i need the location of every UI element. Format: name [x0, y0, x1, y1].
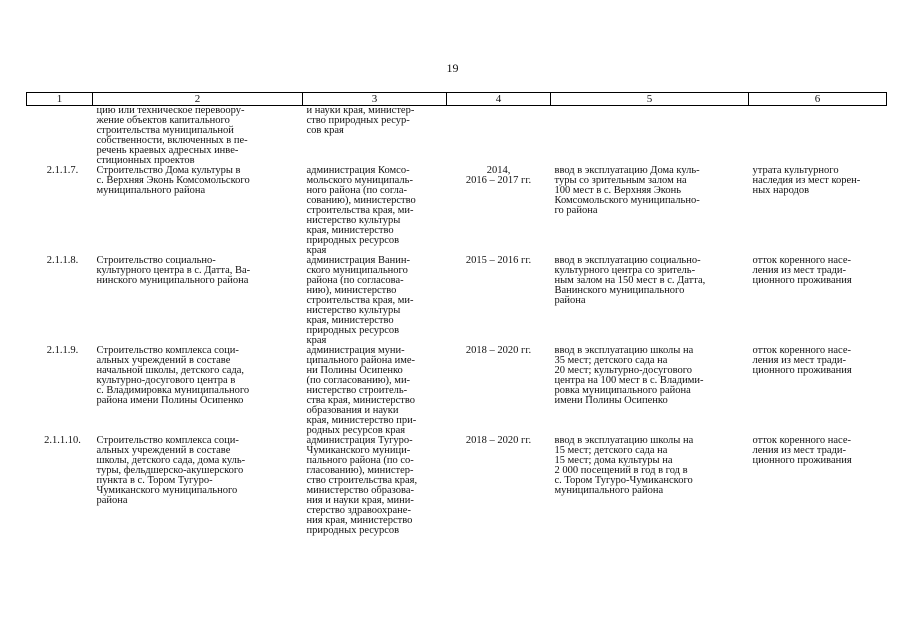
column-header-1: 1: [27, 93, 93, 106]
risk: отток коренного насе- ления из мест тради- ционного проживания: [752, 255, 852, 286]
period: 2014, 2016 – 2017 гг.: [465, 165, 532, 186]
executors: администрация муни- ципального района име- ни Полины Осипенко (по согласованию), ми- нистерство строитель- ства края, министерство образования и науки края, министерство при- родных ресурсов края: [306, 345, 417, 436]
row-number: 2.1.1.10.: [44, 435, 81, 446]
risk: отток коренного насе- ления из мест тради- ционного проживания: [752, 345, 852, 376]
executors: администрация Тугуро- Чумиканского муници- пального района (по со- гласованию), министер- ство строительства края, министерство образова- ния и науки края, мини- стерство здравоохране- ния края, министерство природных ресурсов: [306, 435, 418, 536]
program-table: [26, 92, 887, 536]
risk: отток коренного насе- ления из мест тради- ционного проживания: [752, 435, 852, 466]
activity-name: Строительство комплекса соци- альных учреждений в составе школы, детского сада, дома куль- туры, фельдшерско-акушерского пункта в с. Тором Тугуро- Чумиканского муниципального района: [96, 435, 246, 506]
column-header-5: 5: [551, 93, 749, 106]
row-number: 2.1.1.7.: [46, 165, 79, 176]
table-row: [27, 436, 887, 536]
continuation-name: цию или техническое перевоору- жение объектов капитального строительства муниципальной собственности, включенных в пе- речень краевых адресных инве- стиционных проектов: [96, 105, 248, 166]
expected-result: ввод в эксплуатацию Дома куль- туры со зрительным залом на 100 мест в с. Верхняя Эконь Комсомольского муниципально- го района: [554, 165, 700, 216]
row-number: 2.1.1.8.: [46, 255, 79, 266]
continuation-executors: и науки края, министер- ство природных ресур- сов края: [306, 105, 415, 136]
row-number: 2.1.1.9.: [46, 345, 79, 356]
table-header-row: [27, 93, 887, 106]
executors: администрация Комсо- мольского муниципаль- ного района (по согла- сованию), министерство строительства края, ми- нистерство культуры края, министерство природных ресурсов края: [306, 165, 416, 256]
period: 2018 – 2020 гг.: [465, 345, 532, 356]
column-header-2: 2: [93, 93, 303, 106]
table-row: [27, 256, 887, 346]
expected-result: ввод в эксплуатацию школы на 15 мест; детского сада на 15 мест; дома культуры на 2 000 посещений в год в год в с. Тором Тугуро-Чумиканского муниципального района: [554, 435, 694, 496]
table-row: [27, 166, 887, 256]
expected-result: ввод в эксплуатацию социально- культурного центра со зритель- ным залом на 150 мест в с. Датта, Ванинского муниципального района: [554, 255, 706, 306]
table-row: [27, 346, 887, 436]
column-header-3: 3: [303, 93, 447, 106]
activity-name: Строительство Дома культуры в с. Верхняя Эконь Комсомольского муниципального района: [96, 165, 250, 196]
risk: утрата культурного наследия из мест корен- ных народов: [752, 165, 861, 196]
executors: администрация Ванин- ского муниципального района (по согласова- нию), министерство строительства края, ми- нистерство культуры края, министерство природных ресурсов края: [306, 255, 414, 346]
activity-name: Строительство социально- культурного центра в с. Датта, Ва- нинского муниципального района: [96, 255, 251, 286]
page-number: 19: [446, 61, 459, 75]
expected-result: ввод в эксплуатацию школы на 35 мест; детского сада на 20 мест; культурно-досугового центра на 100 мест в с. Владими- ровка муниципального района имени Полины Осипенко: [554, 345, 704, 406]
period: 2015 – 2016 гг.: [465, 255, 532, 266]
column-header-4: 4: [447, 93, 551, 106]
continuation-row: [27, 106, 887, 167]
period: 2018 – 2020 гг.: [465, 435, 532, 446]
column-header-6: 6: [749, 93, 887, 106]
activity-name: Строительство комплекса соци- альных учреждений в составе начальной школы, детского сада, культурно-досугового центра в с. Владимировка муниципального района имени Полины Осипенко: [96, 345, 250, 406]
